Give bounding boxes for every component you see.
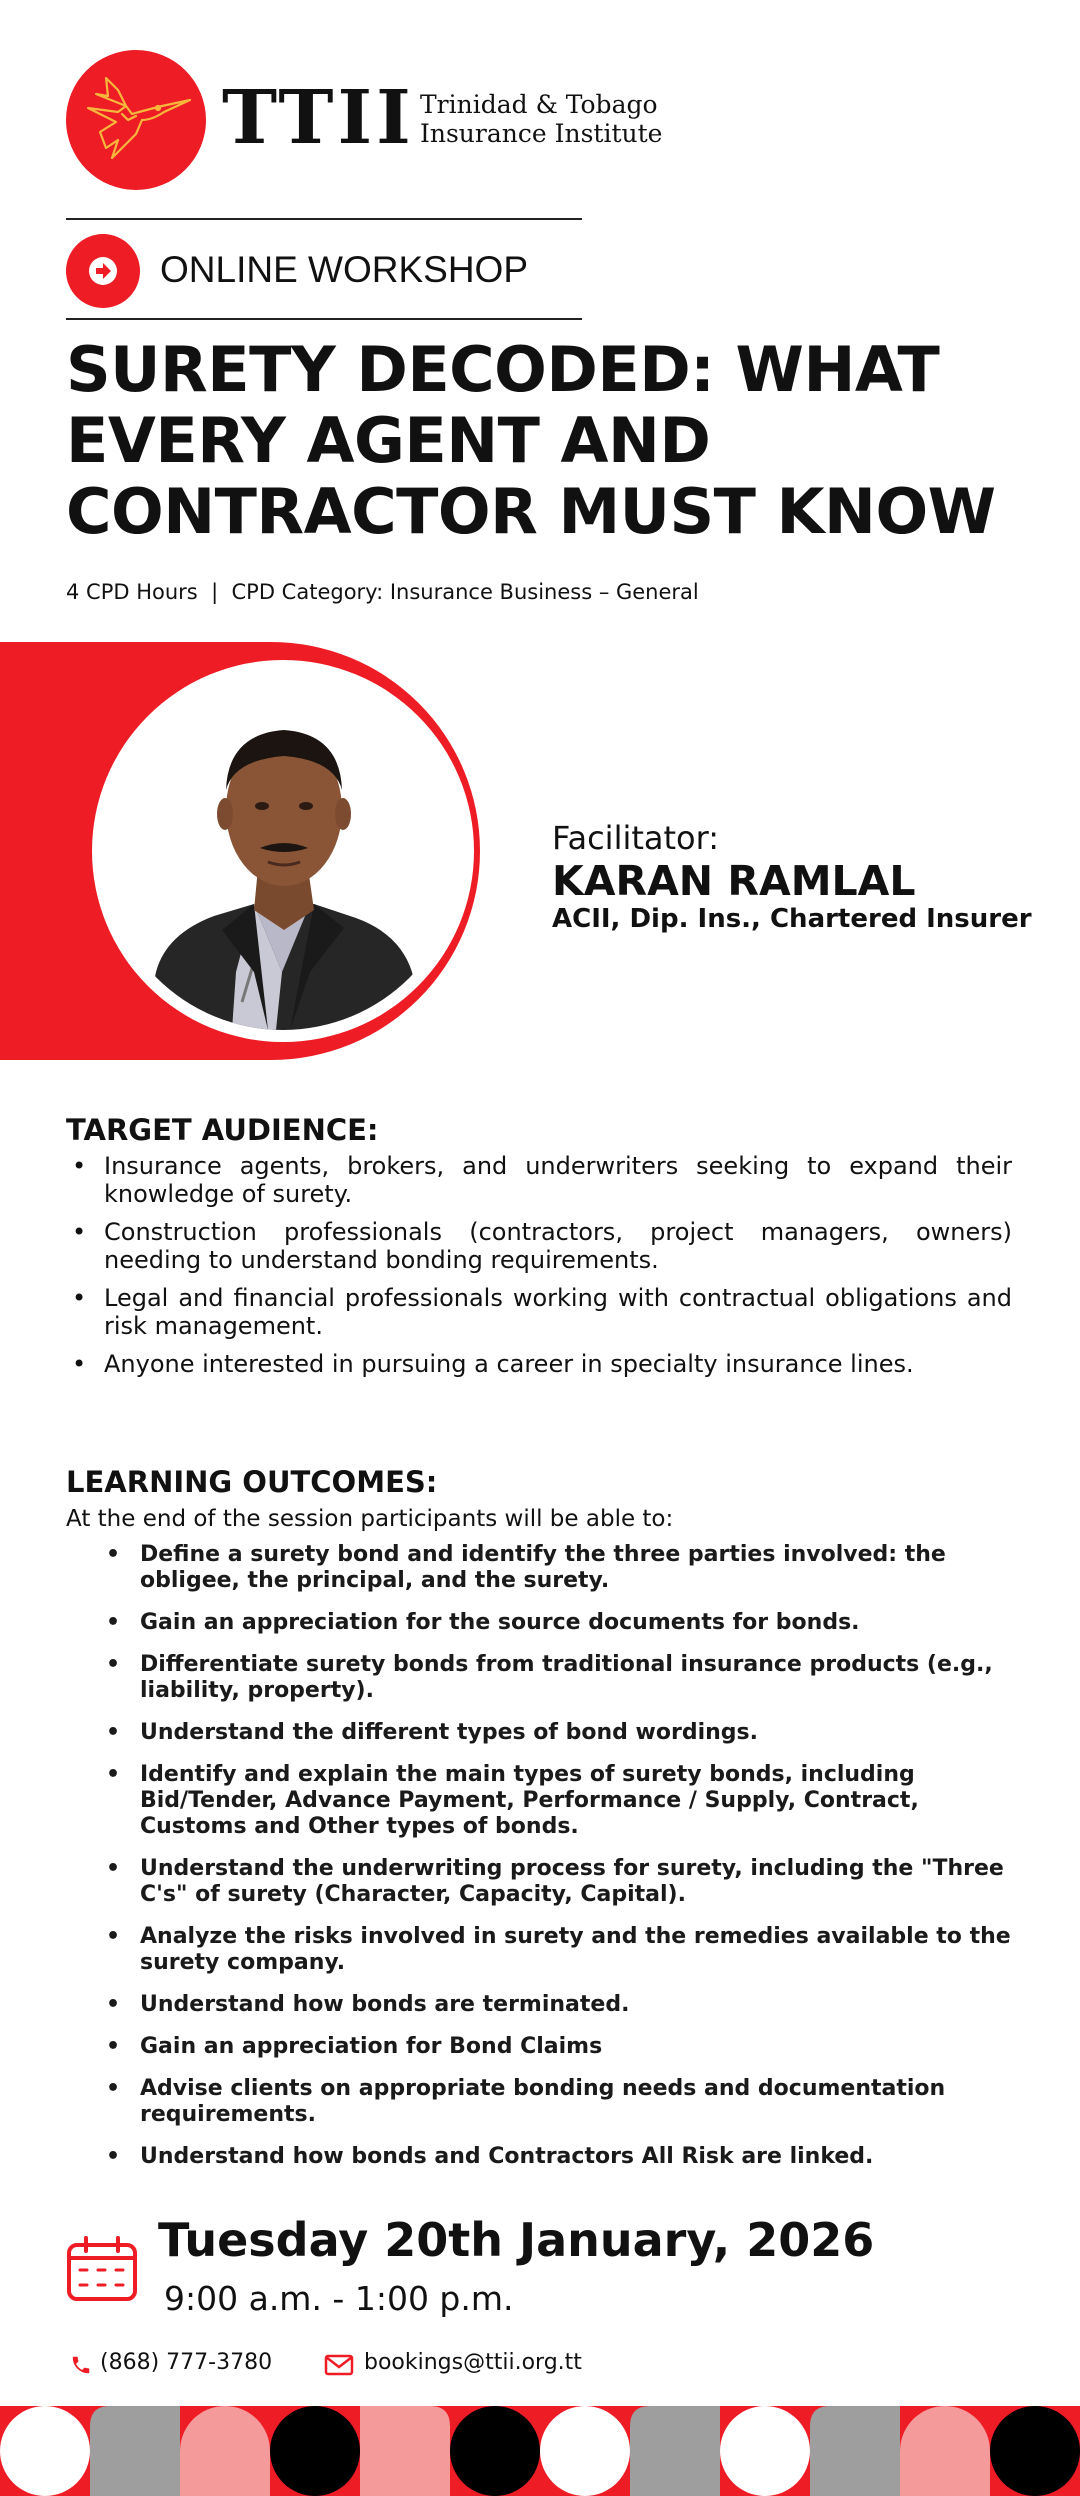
facilitator-label: Facilitator: [552,819,719,857]
list-item: • Understand how bonds are terminated. [106,1992,630,2017]
list-item: • Identify and explain the main types of surety bonds, including Bid/Tender, Advance Payment, Performance / Supply, Contract, Customs and Other types of bonds. [106,1762,919,1839]
list-item: • Gain an appreciation for Bond Claims [106,2034,603,2059]
list-item-text: Gain an appreciation for Bond Claims [140,2034,603,2059]
event-time: 9:00 a.m. - 1:00 p.m. [164,2279,514,2318]
list-item-text: Insurance agents, brokers, and underwriters seeking to expand their knowledge of surety. [104,1152,1012,1208]
organization-name-line2: Insurance Institute [420,119,663,148]
calendar-icon [66,2236,138,2302]
email-address[interactable]: bookings@ttii.org.tt [364,2350,582,2375]
list-item: • Define a surety bond and identify the three parties involved: the obligee, the principal, and the surety. [106,1542,946,1593]
learning-outcomes-intro: At the end of the session participants will be able to: [66,1506,674,1532]
list-item-text: Gain an appreciation for the source documents for bonds. [140,1610,860,1635]
phone-number[interactable]: (868) 777-3780 [100,2350,273,2375]
event-format: ONLINE WORKSHOP [160,249,528,290]
list-item: • Anyone interested in pursuing a career in specialty insurance lines. [72,1350,914,1378]
arrow-right-icon [66,234,140,308]
organization-name-line1: Trinidad & Tobago [420,90,658,119]
organization-name [420,90,662,148]
divider-top [66,218,582,220]
target-audience-heading: TARGET AUDIENCE: [66,1113,379,1147]
list-item-text: Understand the underwriting process for surety, including the "Three C's" of surety (Character, Capacity, Capital). [140,1856,1004,1907]
target-audience-list [66,1152,1012,1388]
list-item: • Legal and financial professionals working with contractual obligations and risk management. [72,1284,1012,1340]
event-title-line: EVERY AGENT AND [66,404,711,477]
facilitator-photo [104,672,462,1030]
list-item: • Gain an appreciation for the source documents for bonds. [106,1610,860,1635]
list-item-text: Legal and financial professionals working with contractual obligations and risk management. [104,1284,1012,1340]
list-item: • Advise clients on appropriate bonding needs and documentation requirements. [106,2076,946,2127]
list-item-text: Advise clients on appropriate bonding needs and documentation requirements. [140,2076,946,2127]
hummingbird-icon [66,50,206,190]
list-item-text: Understand how bonds are terminated. [140,1992,630,2017]
logo-acronym: TTII [222,75,415,161]
event-date: Tuesday 20th January, 2026 [158,2213,875,2267]
learning-outcomes-heading: LEARNING OUTCOMES: [66,1465,438,1499]
list-item-text: Anyone interested in pursuing a career in specialty insurance lines. [104,1350,914,1378]
event-title-line: CONTRACTOR MUST KNOW [66,475,996,548]
list-item-text: Analyze the risks involved in surety and the remedies available to the surety company. [140,1924,1011,1975]
list-item: • Differentiate surety bonds from traditional insurance products (e.g., liability, property). [106,1652,993,1703]
list-item: • Understand the different types of bond wordings. [106,1720,758,1745]
facilitator-name: KARAN RAMLAL [552,857,916,905]
list-item: • Understand how bonds and Contractors All Risk are linked. [106,2144,874,2169]
envelope-icon [324,2354,354,2376]
format-badge [66,234,140,308]
list-item: • Analyze the risks involved in surety and the remedies available to the surety company. [106,1924,1011,1975]
list-item-text: Define a surety bond and identify the three parties involved: the obligee, the principal, and the surety. [140,1542,946,1593]
decorative-footer [0,2406,1080,2496]
list-item: • Understand the underwriting process for surety, including the "Three C's" of surety (Character, Capacity, Capital). [106,1856,1004,1907]
cpd-info: 4 CPD Hours | CPD Category: Insurance Business – General [66,580,699,604]
divider-bottom [66,318,582,320]
event-title [66,334,1026,547]
facilitator-credentials: ACII, Dip. Ins., Chartered Insurer [552,904,1032,934]
list-item-text: Understand how bonds and Contractors All Risk are linked. [140,2144,874,2169]
phone-icon [70,2354,92,2376]
list-item-text: Differentiate surety bonds from traditional insurance products (e.g., liability, property). [140,1652,993,1703]
list-item-text: Construction professionals (contractors, project managers, owners) needing to understand bonding requirements. [104,1218,1012,1274]
logo-mark [66,50,206,190]
list-item: • Construction professionals (contractors, project managers, owners) needing to understand bonding requirements. [72,1218,1012,1274]
list-item-text: Understand the different types of bond wordings. [140,1720,758,1745]
list-item: • Insurance agents, brokers, and underwriters seeking to expand their knowledge of surety. [72,1152,1012,1208]
list-item-text: Identify and explain the main types of surety bonds, including Bid/Tender, Advance Payment, Performance / Supply, Contract, Customs and Other types of bonds. [140,1762,919,1839]
learning-outcomes-list [102,1542,1022,2186]
event-title-line: SURETY DECODED: WHAT [66,333,940,406]
